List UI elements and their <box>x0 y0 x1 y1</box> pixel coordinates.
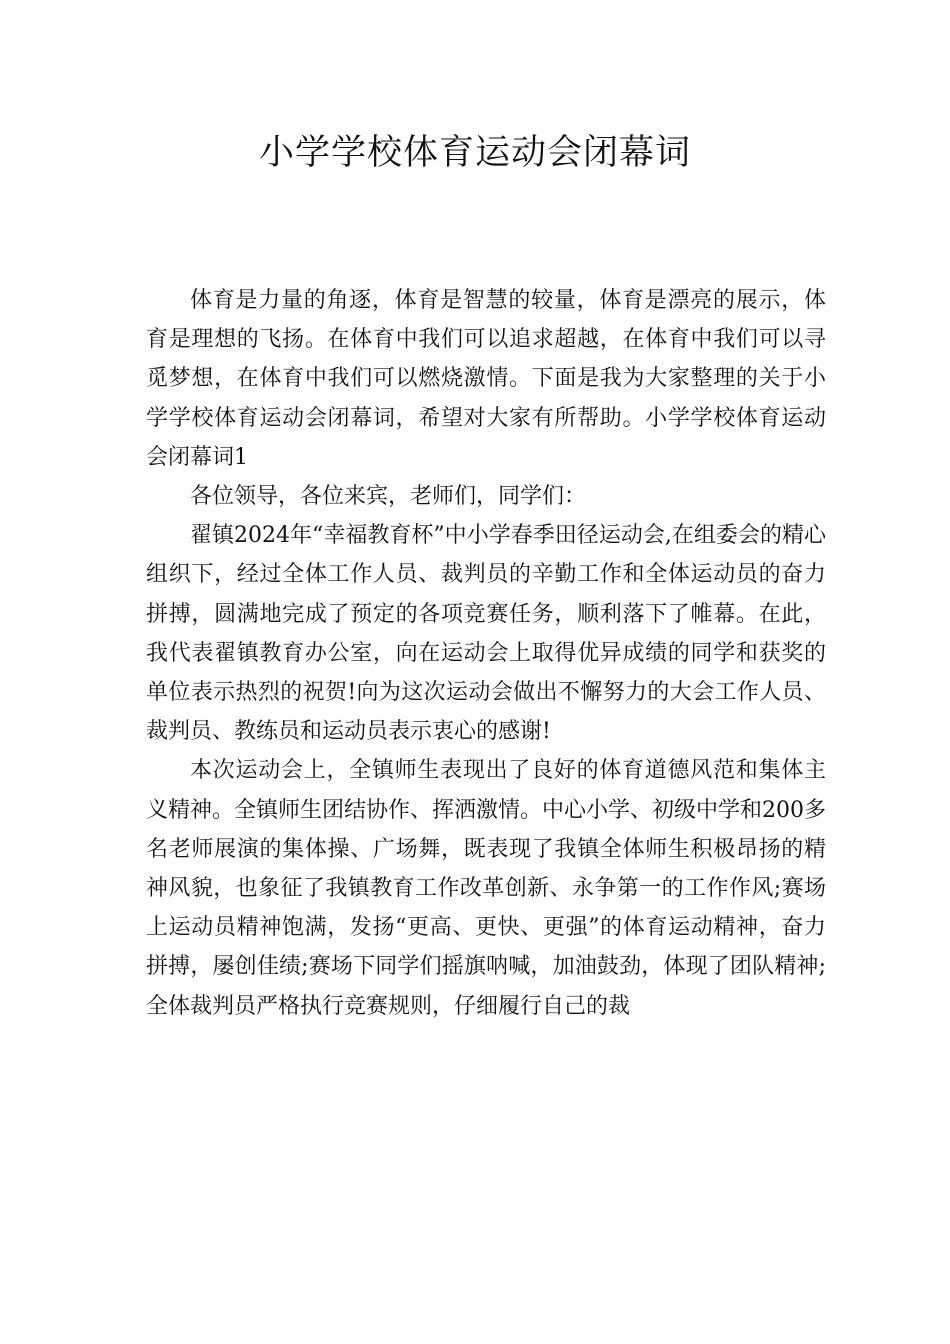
document-title: 小学学校体育运动会闭幕词 <box>258 133 691 173</box>
paragraph-thanks: 翟镇2024年“幸福教育杯”中小学春季田径运动会,在组委会的精心组织下，经过全体工作人员、裁判员的辛勤工作和全体运动员的奋力拼搏，圆满地完成了预定的各项竞赛任务，顺利落下了帷幕。在此，我代表翟镇教育办公室，向在运动会上取得优异成绩的同学和获奖的单位表示热烈的祝贺!向为这次运动会做出不懈努力的大会工作人员、裁判员、教练员和运动员表示衷心的感谢! <box>146 523 826 745</box>
paragraph-intro: 体育是力量的角逐，体育是智慧的较量，体育是漂亮的展示，体育是理想的飞扬。在体育中我们可以追求超越，在体育中我们可以寻觅梦想，在体育中我们可以燃烧激情。下面是我为大家整理的关于小学学校体育运动会闭幕词，希望对大家有所帮助。小学学校体育运动会闭幕词1 <box>146 288 826 470</box>
paragraph-salutation: 各位领导，各位来宾，老师们，同学们： <box>190 484 587 510</box>
paragraph-spirit: 本次运动会上，全镇师生表现出了良好的体育道德风范和集体主义精神。全镇师生团结协作、挥洒激情。中心小学、初级中学和200多名老师展演的集体操、广场舞，既表现了我镇全体师生积极昂扬的精神风貌，也象征了我镇教育工作改革创新、永争第一的工作作风;赛场上运动员精神饱满，发扬“更高、更快、更强”的体育运动精神，奋力拼搏，屡创佳绩;赛场下同学们摇旗呐喊，加油鼓劲，体现了团队精神;全体裁判员严格执行竞赛规则，仔细履行自己的裁 <box>146 758 826 1019</box>
document-body <box>146 281 826 1026</box>
